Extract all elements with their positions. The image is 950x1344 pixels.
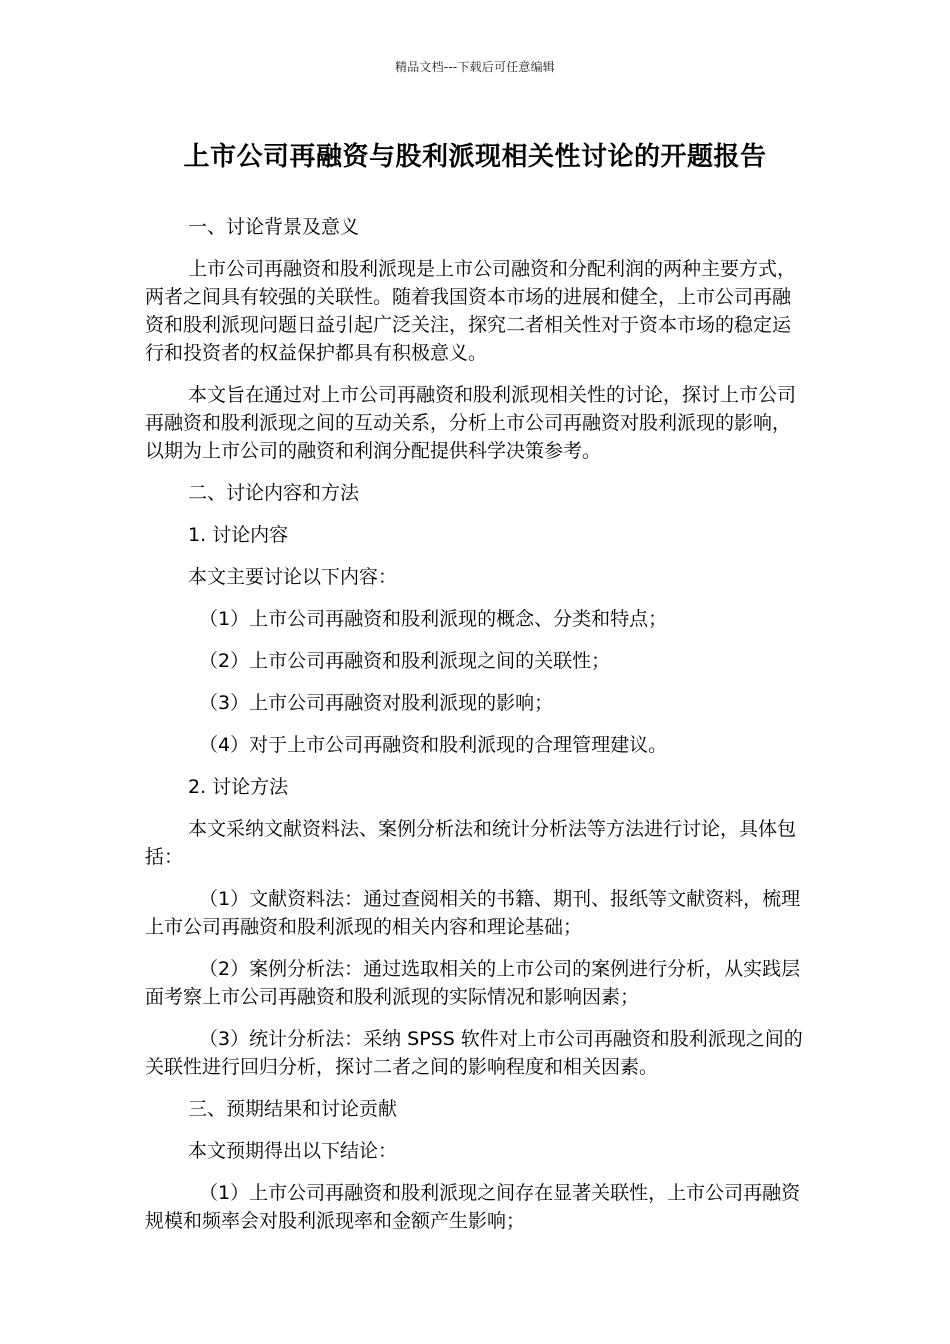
conclusion-list-item: （1）上市公司再融资和股利派现之间存在显著关联性，上市公司再融资规模和频率会对股利派现率和金额产生影响； — [145, 1182, 801, 1232]
content-list-item: （2）上市公司再融资和股利派现之间的关联性； — [199, 650, 611, 672]
section-3-intro: 本文预期得出以下结论： — [188, 1140, 398, 1162]
content-list-item: （1）上市公司再融资和股利派现的概念、分类和特点； — [199, 608, 668, 630]
section-2-content-intro: 本文主要讨论以下内容： — [188, 566, 398, 588]
section-1-paragraph-2: 本文旨在通过对上市公司再融资和股利派现相关性的讨论，探讨上市公司再融资和股利派现之间的互动关系，分析上市公司再融资对股利派现的影响，以期为上市公司的融资和利润分配提供科学决策参考。 — [145, 384, 797, 462]
content-list-item: （3）上市公司再融资对股利派现的影响； — [199, 692, 554, 714]
method-list-item: （1）文献资料法：通过查阅相关的书籍、期刊、报纸等文献资料，梳理上市公司再融资和股利派现的相关内容和理论基础； — [145, 888, 801, 938]
method-list-item: （2）案例分析法：通过选取相关的上市公司的案例进行分析，从实践层面考察上市公司再融资和股利派现的实际情况和影响因素； — [145, 958, 801, 1008]
section-2-heading: 二、讨论内容和方法 — [188, 482, 360, 504]
section-2-subheading-content: 1. 讨论内容 — [188, 524, 289, 546]
document-title: 上市公司再融资与股利派现相关性讨论的开题报告 — [183, 142, 767, 172]
method-list-item: （3）统计分析法：采纳 SPSS 软件对上市公司再融资和股利派现之间的关联性进行回归分析，探讨二者之间的影响程度和相关因素。 — [145, 1028, 803, 1078]
section-3-heading: 三、预期结果和讨论贡献 — [188, 1098, 398, 1120]
section-2-subheading-method: 2. 讨论方法 — [188, 776, 289, 798]
document-body — [145, 213, 808, 1249]
content-list-item: （4）对于上市公司再融资和股利派现的合理管理建议。 — [199, 734, 668, 756]
header-note: 精品文档---下载后可任意编辑 — [395, 60, 555, 74]
section-2-method-intro: 本文采纳文献资料法、案例分析法和统计分析法等方法进行讨论，具体包括： — [145, 818, 797, 868]
section-1-heading: 一、讨论背景及意义 — [188, 216, 360, 238]
section-1-paragraph-1: 上市公司再融资和股利派现是上市公司融资和分配利润的两种主要方式，两者之间具有较强的关联性。随着我国资本市场的进展和健全，上市公司再融资和股利派现问题日益引起广泛关注，探究二者相关性对于资本市场的稳定运行和投资者的权益保护都具有积极意义。 — [145, 258, 797, 364]
